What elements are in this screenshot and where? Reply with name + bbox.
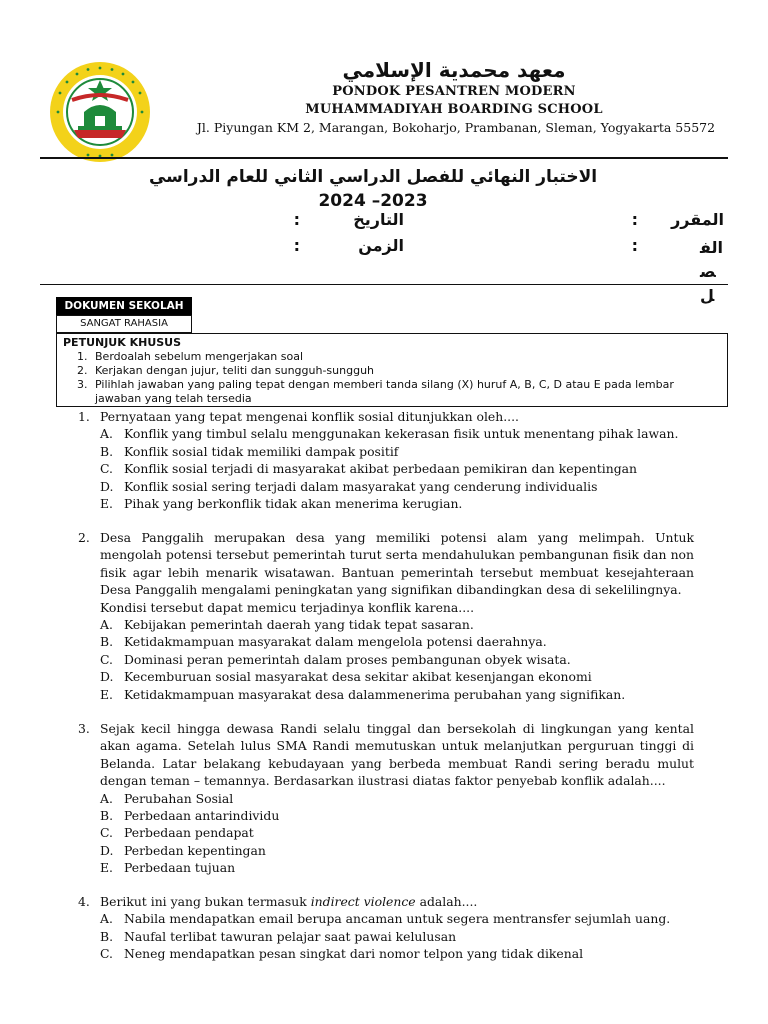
answer-option xyxy=(60,668,694,685)
question-1 xyxy=(60,408,694,512)
question-number: 2. xyxy=(78,530,90,545)
school-arabic-name: معهد محمدية الإسلامي xyxy=(342,58,566,82)
subject-colon: : xyxy=(631,210,638,229)
instruction-item: 2. Kerjakan dengan jujur, teliti dan sungguh-sungguh xyxy=(91,364,721,378)
option-text: Nabila mendapatkan email berupa ancaman untuk segera mentransfer sejumlah uang. xyxy=(124,911,671,927)
option-letter: D. xyxy=(100,478,114,494)
option-letter: D. xyxy=(100,842,114,858)
exam-title: الاختبار النهائي للفصل الدراسي الثاني للعام الدراسي 2023– 2024 xyxy=(148,167,598,211)
instructions-title: PETUNJUK KHUSUS xyxy=(63,336,182,349)
option-text: Neneg mendapatkan pesan singkat dari nomor telpon yang tidak dikenal xyxy=(124,946,584,962)
option-text: Perbedaan tujuan xyxy=(124,860,236,876)
option-letter: B. xyxy=(100,634,114,650)
option-letter: E. xyxy=(100,860,113,876)
question-text: Desa Panggalih merupakan desa yang memiliki potensi alam yang melimpah. Untuk mengolah potensi tersebut pemerintah turut serta mendahulukan pembangunan fisik dan non fisik agar lebih menarik wisatawan. Bantuan pemerintah tersebut membuat kesejahteraan Desa Panggalih mengalami peningkatan yang signifikan dibandingkan desa di sekelilingnya. xyxy=(100,530,694,598)
option-text: Konflik yang timbul selalu menggunakan kekerasan fisik untuk menentang pihak lawan. xyxy=(124,426,679,442)
instruction-item: 3. Pilihlah jawaban yang paling tepat dengan memberi tanda silang (X) huruf A, B, C, D atau E pada lembar jawaban yang telah tersedia xyxy=(91,378,721,406)
answer-option xyxy=(60,945,694,962)
document-stamp: DOKUMEN SEKOLAH xyxy=(56,297,192,315)
option-letter: B. xyxy=(100,443,114,459)
question-prompt: Kondisi tersebut dapat memicu terjadinya konflik karena.... xyxy=(100,599,475,615)
option-text: Perbedaan antarindividu xyxy=(124,808,280,824)
answer-option xyxy=(60,616,694,633)
option-letter: B. xyxy=(100,928,114,944)
question-3 xyxy=(60,720,694,877)
question-number: 1. xyxy=(78,409,90,424)
option-text: Konflik sosial tidak memiliki dampak positif xyxy=(124,443,399,459)
question-stem xyxy=(60,408,694,425)
answer-option xyxy=(60,824,694,841)
question-text: Berikut ini yang bukan termasuk xyxy=(100,894,311,909)
answer-option xyxy=(60,859,694,876)
answer-option xyxy=(60,460,694,477)
class-label: الفصل xyxy=(700,238,724,305)
option-text: Dominasi peran pemerintah dalam proses pembangunan obyek wisata. xyxy=(124,651,571,667)
question-stem xyxy=(60,529,694,599)
option-text: Kebijakan pemerintah daerah yang tidak tepat sasaran. xyxy=(124,617,474,633)
option-text: Kecemburuan sosial masyarakat desa sekitar akibat kesenjangan ekonomi xyxy=(124,669,592,685)
question-text-end: adalah.... xyxy=(415,894,478,909)
option-text: Konflik sosial sering terjadi dalam masyarakat yang cenderung individualis xyxy=(124,478,598,494)
option-letter: A. xyxy=(100,911,113,927)
question-emphasis: indirect violence xyxy=(310,894,416,909)
option-text: Naufal terlibat tawuran pelajar saat pawai kelulusan xyxy=(124,928,457,944)
school-address: Jl. Piyungan KM 2, Marangan, Bokoharjo, Prambanan, Sleman, Yogyakarta 55572 xyxy=(196,120,716,135)
answer-option xyxy=(60,928,694,945)
option-text: Perbedan kepentingan xyxy=(124,842,266,858)
answer-option xyxy=(60,790,694,807)
option-text: Ketidakmampuan masyarakat desa dalammenerima perubahan yang signifikan. xyxy=(124,686,626,702)
option-letter: E. xyxy=(100,686,113,702)
subject-label: المقرر xyxy=(671,210,724,229)
answer-option xyxy=(60,443,694,460)
answer-option xyxy=(60,425,694,442)
question-text: Sejak kecil hingga dewasa Randi selalu tinggal dan bersekolah di lingkungan yang kental akan agama. Setelah lulus SMA Randi memutuskan untuk melanjutkan perguruan tinggi di Belanda. Latar belakang kebudayaan yang berbeda membuat Randi sering beradu mulut dengan teman – temannya. Berdasarkan ilustrasi diatas faktor penyebab konflik adalah.... xyxy=(100,721,694,789)
option-letter: C. xyxy=(100,946,113,962)
date-label: التاريخ xyxy=(353,210,404,229)
confidential-stamp: SANGAT RAHASIA xyxy=(56,315,192,333)
question-stem xyxy=(60,720,694,790)
time-colon: : xyxy=(293,236,300,255)
answer-option xyxy=(60,651,694,668)
instruction-item: 1. Berdoalah sebelum mengerjakan soal xyxy=(91,350,721,364)
answer-option xyxy=(60,478,694,495)
instructions-box xyxy=(56,333,728,407)
question-text: Pernyataan yang tepat mengenai konflik sosial ditunjukkan oleh.... xyxy=(100,409,519,424)
option-letter: E. xyxy=(100,496,113,512)
option-text: Ketidakmampuan masyarakat dalam mengelola potensi daerahnya. xyxy=(124,634,547,650)
option-letter: B. xyxy=(100,808,114,824)
question-4 xyxy=(60,893,694,963)
option-text: Konflik sosial terjadi di masyarakat akibat perbedaan pemikiran dan kepentingan xyxy=(124,461,637,477)
question-stem xyxy=(60,893,694,910)
school-type: PONDOK PESANTREN MODERN xyxy=(332,84,576,99)
answer-option xyxy=(60,686,694,703)
school-logo xyxy=(48,60,152,164)
answer-option xyxy=(60,910,694,927)
answer-option xyxy=(60,807,694,824)
option-letter: C. xyxy=(100,651,113,667)
answer-option xyxy=(60,495,694,512)
option-text: Pihak yang berkonflik tidak akan menerima kerugian. xyxy=(124,496,463,512)
school-name: MUHAMMADIYAH BOARDING SCHOOL xyxy=(305,102,603,117)
option-letter: C. xyxy=(100,825,113,841)
option-letter: D. xyxy=(100,669,114,685)
option-letter: A. xyxy=(100,790,113,806)
question-number: 3. xyxy=(78,721,90,736)
option-letter: A. xyxy=(100,617,113,633)
title-divider xyxy=(40,284,728,285)
option-text: Perbedaan pendapat xyxy=(124,825,254,841)
option-letter: A. xyxy=(100,426,113,442)
question-2 xyxy=(60,529,694,703)
class-colon: : xyxy=(631,236,638,255)
option-letter: C. xyxy=(100,461,113,477)
date-colon: : xyxy=(293,210,300,229)
answer-option xyxy=(60,633,694,650)
option-text: Perubahan Sosial xyxy=(124,790,234,806)
question-number: 4. xyxy=(78,894,90,909)
time-label: الزمن xyxy=(358,236,404,255)
answer-option xyxy=(60,842,694,859)
header-divider xyxy=(40,157,728,159)
